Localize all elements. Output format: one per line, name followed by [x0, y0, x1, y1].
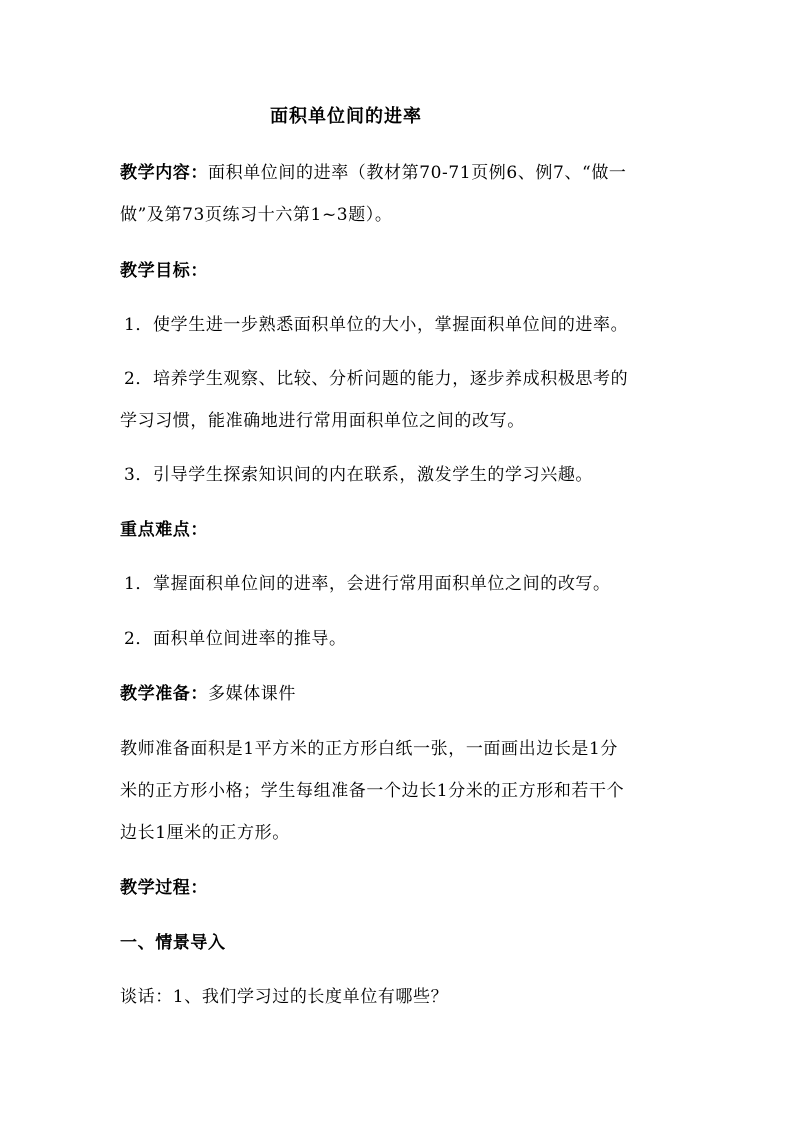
key-point-item-1: 1．掌握面积单位间的进率，会进行常用面积单位之间的改写。	[124, 574, 611, 594]
content-label: 教学内容：	[120, 163, 208, 183]
preparation-label: 教学准备：	[120, 684, 208, 704]
objectives-label: 教学目标：	[120, 261, 208, 281]
preparation-paragraph-line-1: 教师准备面积是1平方米的正方形白纸一张，一面画出边长是1分	[120, 739, 619, 759]
process-label: 教学过程：	[120, 878, 208, 898]
objective-item-3: 3．引导学生探索知识间的内在联系，激发学生的学习兴趣。	[124, 465, 594, 485]
content-text-1: 面积单位间的进率（教材第70-71页例6、例7、“做一	[208, 163, 627, 183]
preparation-paragraph-line-2: 米的正方形小格；学生每组准备一个边长1分米的正方形和若干个	[120, 781, 625, 801]
preparation-line	[120, 683, 296, 705]
objective-item-2-line-2: 学习习惯，能准确地进行常用面积单位之间的改写。	[120, 411, 525, 431]
talk-line-1: 谈话：1、我们学习过的长度单位有哪些？	[120, 987, 449, 1007]
preparation-paragraph-line-3: 边长1厘米的正方形。	[120, 823, 290, 843]
content-line-2: 做”及第73页练习十六第1~3题）。	[120, 205, 393, 225]
key-points-label: 重点难点：	[120, 520, 208, 540]
key-point-item-2: 2．面积单位间进率的推导。	[124, 629, 347, 649]
preparation-text: 多媒体课件	[208, 684, 296, 704]
content-line-1	[120, 162, 627, 184]
objective-item-2-line-1: 2．培养学生观察、比较、分析问题的能力，逐步养成积极思考的	[124, 369, 629, 389]
section-heading-intro: 一、情景导入	[120, 933, 226, 953]
objective-item-1: 1．使学生进一步熟悉面积单位的大小，掌握面积单位间的进率。	[124, 315, 629, 335]
document-title: 面积单位间的进率	[270, 106, 422, 127]
